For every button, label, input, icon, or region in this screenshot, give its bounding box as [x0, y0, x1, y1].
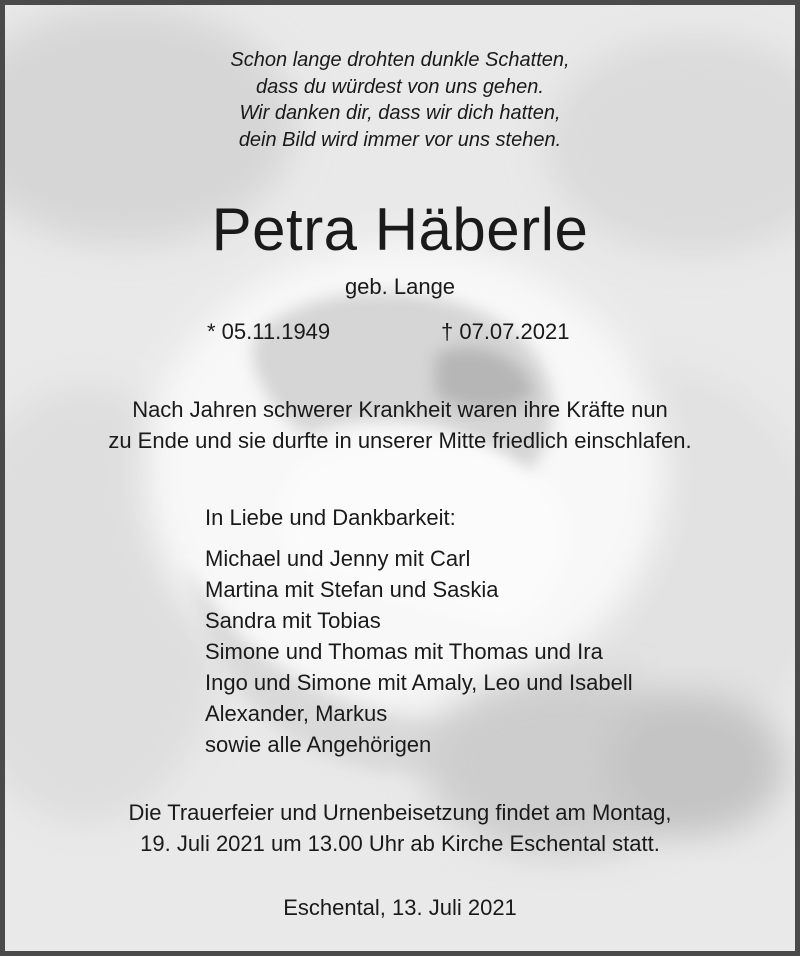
maiden-name: geb. Lange	[344, 274, 456, 299]
family-member: Ingo und Simone mit Amaly, Leo und Isabell	[205, 670, 633, 695]
passing-message	[5, 394, 795, 456]
poem-line: Wir danken dir, dass wir dich hatten,	[239, 102, 561, 124]
memorial-poem	[5, 47, 795, 153]
message-line: Nach Jahren schwerer Krankheit waren ihre Kräfte nun	[132, 397, 668, 422]
family-heading: In Liebe und Dankbarkeit:	[205, 505, 456, 530]
place-and-date: Eschental, 13. Juli 2021	[283, 895, 517, 920]
death-date: † 07.07.2021	[441, 319, 570, 344]
message-line: zu Ende und sie durfte in unserer Mitte friedlich einschlafen.	[108, 428, 692, 453]
family-member: Martina mit Stefan und Saskia	[205, 577, 499, 602]
funeral-service-info	[5, 797, 795, 859]
service-line: Die Trauerfeier und Urnenbeisetzung findet am Montag,	[128, 800, 672, 825]
family-member: Simone und Thomas mit Thomas und Ira	[205, 639, 603, 664]
service-line: 19. Juli 2021 um 13.00 Uhr ab Kirche Eschental statt.	[140, 831, 660, 856]
deceased-name: Petra Häberle	[211, 196, 589, 263]
family-member: Michael und Jenny mit Carl	[205, 546, 471, 571]
birth-date: * 05.11.1949	[207, 319, 331, 344]
family-member: Sandra mit Tobias	[205, 608, 381, 633]
poem-line: dein Bild wird immer vor uns stehen.	[238, 128, 562, 151]
family-member: Alexander, Markus	[205, 701, 388, 726]
life-dates	[5, 319, 795, 351]
poem-line: Schon lange drohten dunkle Schatten,	[230, 49, 570, 71]
family-member: sowie alle Angehörigen	[205, 732, 432, 757]
poem-line: dass du würdest von uns gehen.	[256, 75, 544, 98]
family-list	[205, 502, 633, 760]
